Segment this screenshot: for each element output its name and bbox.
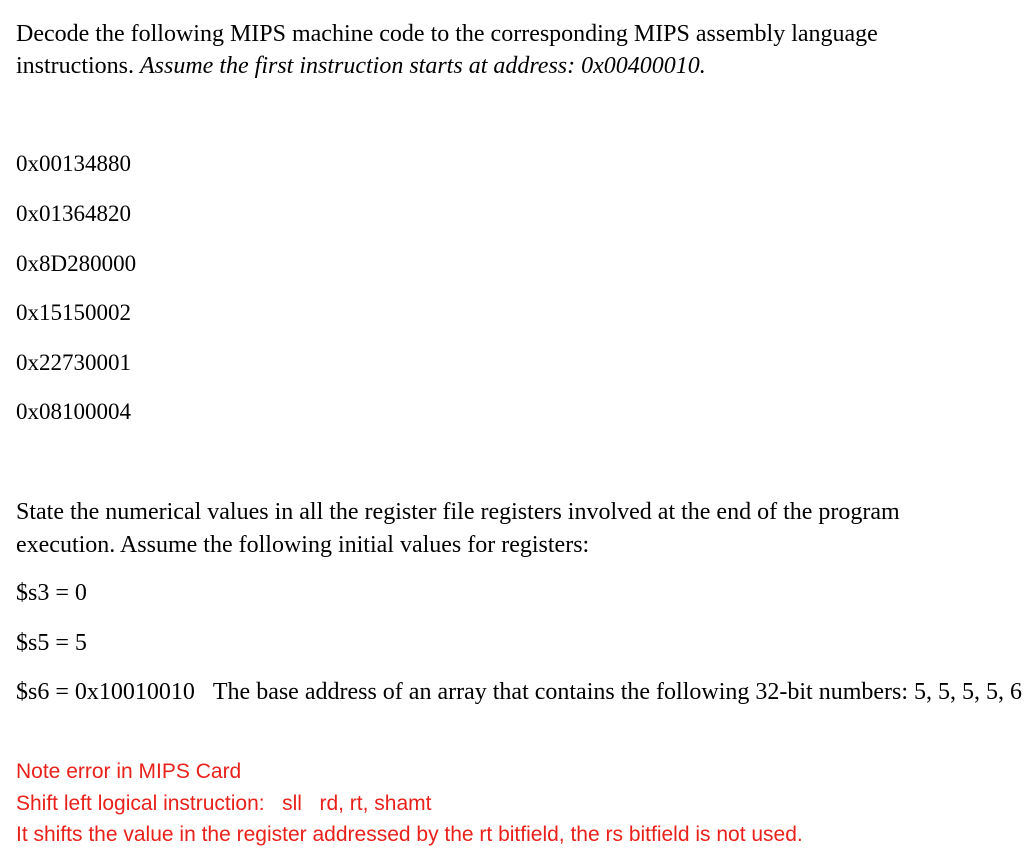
register-s6-line [16,676,1022,708]
note-sll-syntax: Shift left logical instruction: sll rd, rt, shamt [16,792,432,815]
intro-line-2-text: instructions. [16,53,140,79]
register-s6: $s6 = 0x10010010 [16,679,195,705]
machine-code-1: 0x00134880 [16,151,131,176]
machine-code-2: 0x01364820 [16,201,131,226]
intro-line-1: Decode the following MIPS machine code to the corresponding MIPS assembly language [16,21,878,47]
machine-code-6: 0x08100004 [16,399,131,424]
array-description: The base address of an array that contains the following 32-bit numbers: 5, 5, 5, 5, 6 [212,679,1023,705]
start-address-note: Assume the first instruction starts at address: 0x00400010. [140,53,706,79]
intro-line-2 [16,50,706,82]
machine-code-5: 0x22730001 [16,350,131,375]
machine-code-4: 0x15150002 [16,300,131,325]
register-s3: $s3 = 0 [16,580,87,606]
machine-code-3: 0x8D280000 [16,251,137,276]
note-sll-explanation: It shifts the value in the register addressed by the rt bitfield, the rs bitfield is not used. [16,823,803,846]
question2-line-1: State the numerical values in all the register file registers involved at the end of the program [16,499,900,525]
note-heading: Note error in MIPS Card [16,760,242,783]
question2-line-2: execution. Assume the following initial values for registers: [16,532,590,558]
register-s5: $s5 = 5 [16,630,87,656]
